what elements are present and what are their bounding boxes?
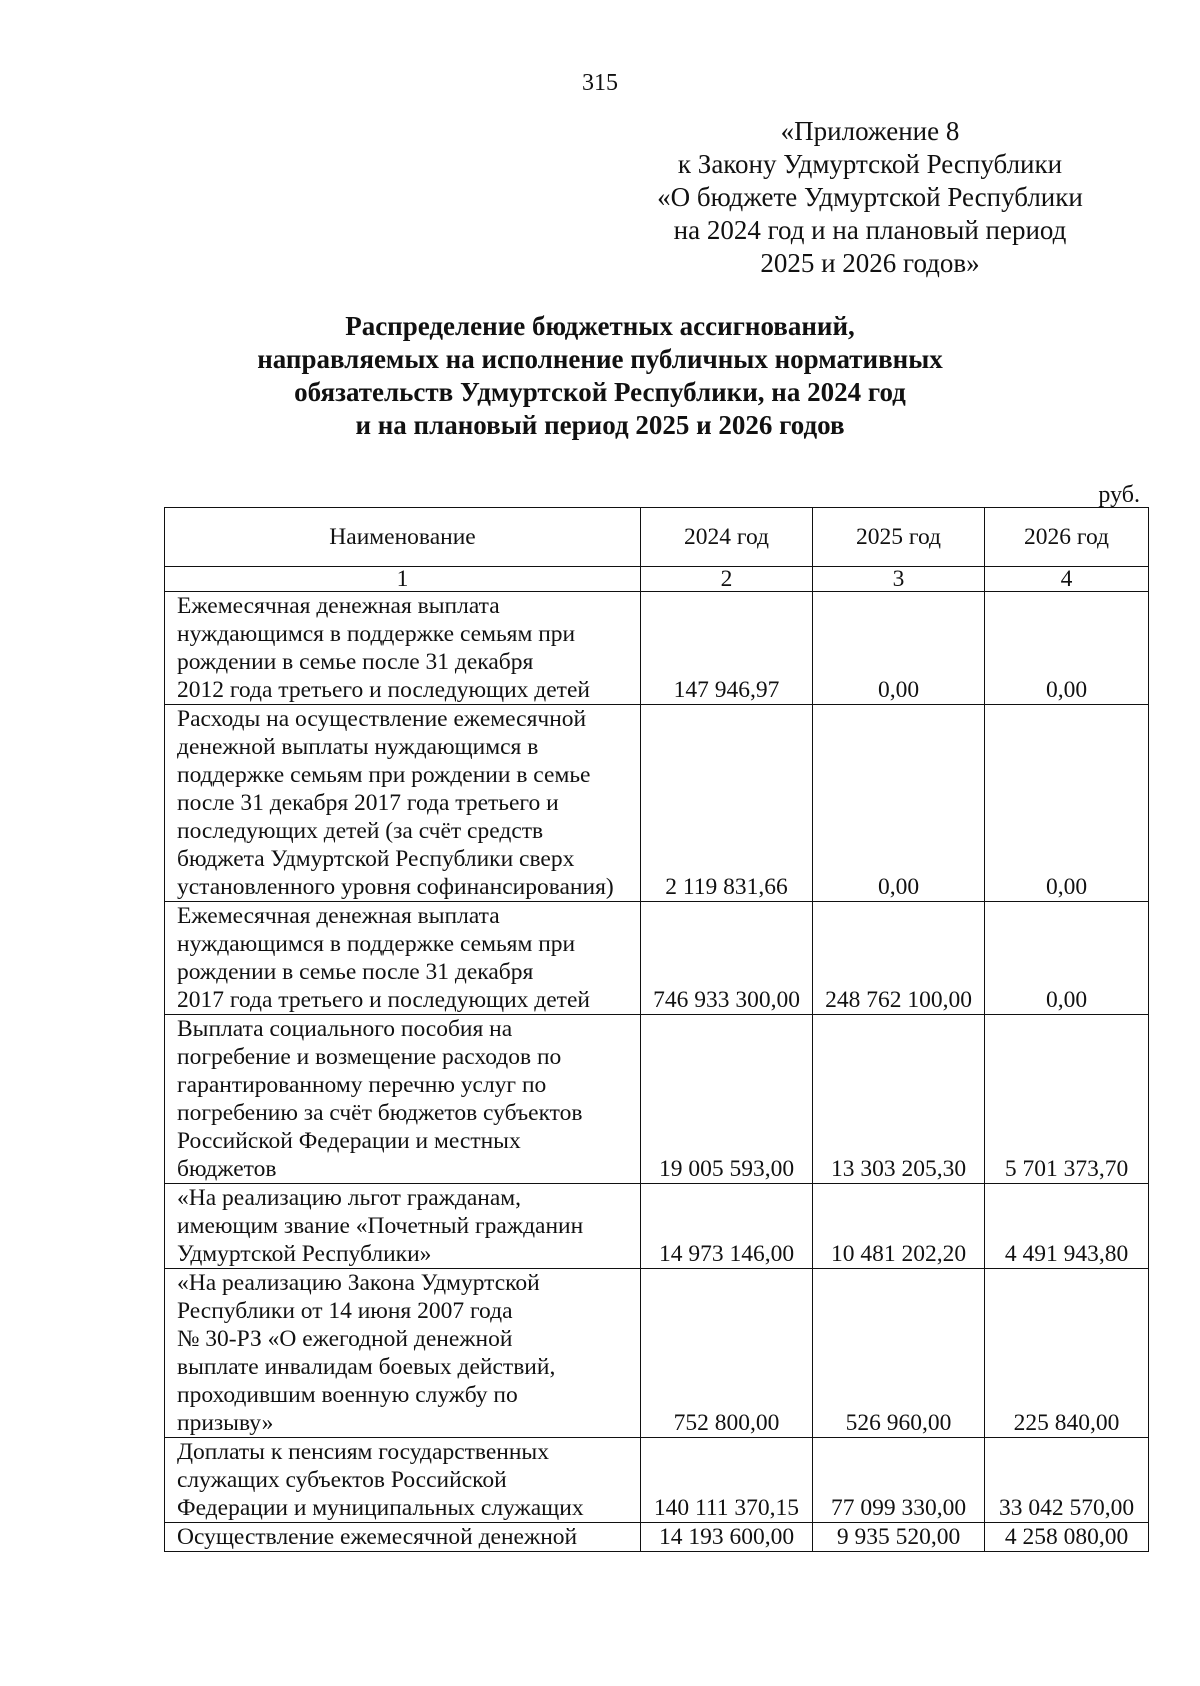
- row-name-line: нуждающимся в поддержке семьям при: [177, 621, 576, 647]
- header-name: Наименование: [165, 508, 641, 567]
- row-name-line: Удмуртской Республики»: [177, 1241, 432, 1267]
- row-name: [165, 1015, 641, 1184]
- row-name-line: Федерации и муниципальных служащих: [177, 1495, 584, 1521]
- row-name: [165, 902, 641, 1015]
- row-name-line: установленного уровня софинансирования): [177, 874, 614, 900]
- document-title: [160, 310, 1040, 442]
- value-2025: 10 481 202,20: [813, 1184, 985, 1269]
- row-name-line: Российской Федерации и местных: [177, 1128, 521, 1154]
- appendix-line: к Закону Удмуртской Республики: [677, 149, 1063, 179]
- value-2026: 33 042 570,00: [985, 1438, 1149, 1523]
- row-name-line: бюджетов: [177, 1156, 277, 1182]
- row-name-line: погребению за счёт бюджетов субъектов: [177, 1100, 583, 1126]
- row-name-line: проходившим военную службу по: [177, 1382, 518, 1408]
- appendix-header: [600, 115, 1140, 280]
- column-number-row: [165, 567, 1149, 592]
- value-2025: 9 935 520,00: [813, 1523, 985, 1552]
- row-name: [165, 592, 641, 705]
- title-line: направляемых на исполнение публичных нормативных: [257, 344, 943, 374]
- value-2026: 225 840,00: [985, 1269, 1149, 1438]
- appendix-line: «Приложение 8: [780, 116, 960, 146]
- column-number: 2: [641, 567, 813, 592]
- row-name-line: рождении в семье после 31 декабря: [177, 959, 534, 985]
- row-name-line: 2012 года третьего и последующих детей: [177, 677, 590, 703]
- row-name-line: гарантированному перечню услуг по: [177, 1072, 547, 1098]
- page-number: 315: [582, 70, 618, 96]
- row-name: [165, 1438, 641, 1523]
- value-2024: 2 119 831,66: [641, 705, 813, 902]
- currency-unit: руб.: [1098, 482, 1140, 508]
- header-2024: 2024 год: [641, 508, 813, 567]
- row-name-line: нуждающимся в поддержке семьям при: [177, 931, 576, 957]
- row-name: [165, 705, 641, 902]
- value-2026: 0,00: [985, 902, 1149, 1015]
- row-name-line: последующих детей (за счёт средств: [177, 818, 544, 844]
- table-row: [165, 1184, 1149, 1269]
- appendix-line: 2025 и 2026 годов»: [760, 248, 980, 278]
- value-2024: 752 800,00: [641, 1269, 813, 1438]
- row-name-line: имеющим звание «Почетный гражданин: [177, 1213, 584, 1239]
- row-name-line: Ежемесячная денежная выплата: [177, 593, 500, 619]
- table-row: [165, 592, 1149, 705]
- value-2024: 14 193 600,00: [641, 1523, 813, 1552]
- header-2026: 2026 год: [985, 508, 1149, 567]
- row-name-line: поддержке семьям при рождении в семье: [177, 762, 591, 788]
- row-name-line: призыву»: [177, 1410, 274, 1436]
- value-2025: 526 960,00: [813, 1269, 985, 1438]
- value-2024: 14 973 146,00: [641, 1184, 813, 1269]
- value-2025: 248 762 100,00: [813, 902, 985, 1015]
- value-2026: 0,00: [985, 592, 1149, 705]
- row-name-line: выплате инвалидам боевых действий,: [177, 1354, 556, 1380]
- row-name-line: Доплаты к пенсиям государственных: [177, 1439, 549, 1465]
- appendix-line: «О бюджете Удмуртской Республики: [657, 182, 1083, 212]
- row-name: [165, 1184, 641, 1269]
- row-name-line: Осуществление ежемесячной денежной: [177, 1524, 578, 1550]
- value-2024: 746 933 300,00: [641, 902, 813, 1015]
- column-number: 4: [985, 567, 1149, 592]
- row-name-line: бюджета Удмуртской Республики сверх: [177, 846, 575, 872]
- row-name-line: Выплата социального пособия на: [177, 1016, 513, 1042]
- row-name-line: служащих субъектов Российской: [177, 1467, 507, 1493]
- table-header-row: [165, 508, 1149, 567]
- appendix-line: на 2024 год и на плановый период: [673, 215, 1067, 245]
- table-row: [165, 1438, 1149, 1523]
- table-row: [165, 1269, 1149, 1438]
- row-name-line: после 31 декабря 2017 года третьего и: [177, 790, 559, 816]
- row-name-line: Республики от 14 июня 2007 года: [177, 1298, 513, 1324]
- row-name-line: «На реализацию Закона Удмуртской: [177, 1270, 540, 1296]
- table-row: [165, 1523, 1149, 1552]
- value-2025: 77 099 330,00: [813, 1438, 985, 1523]
- value-2025: 0,00: [813, 592, 985, 705]
- table-row: [165, 1015, 1149, 1184]
- column-number: 3: [813, 567, 985, 592]
- column-number: 1: [165, 567, 641, 592]
- value-2026: 5 701 373,70: [985, 1015, 1149, 1184]
- title-line: обязательств Удмуртской Республики, на 2024 год: [294, 377, 906, 407]
- row-name: [165, 1523, 641, 1552]
- title-line: и на плановый период 2025 и 2026 годов: [355, 410, 845, 440]
- row-name-line: погребение и возмещение расходов по: [177, 1044, 562, 1070]
- value-2024: 140 111 370,15: [641, 1438, 813, 1523]
- table-row: [165, 705, 1149, 902]
- row-name-line: 2017 года третьего и последующих детей: [177, 987, 590, 1013]
- row-name-line: Ежемесячная денежная выплата: [177, 903, 500, 929]
- value-2024: 19 005 593,00: [641, 1015, 813, 1184]
- value-2026: 0,00: [985, 705, 1149, 902]
- row-name-line: рождении в семье после 31 декабря: [177, 649, 534, 675]
- value-2026: 4 491 943,80: [985, 1184, 1149, 1269]
- row-name-line: денежной выплаты нуждающимся в: [177, 734, 539, 760]
- value-2026: 4 258 080,00: [985, 1523, 1149, 1552]
- table-row: [165, 902, 1149, 1015]
- row-name: [165, 1269, 641, 1438]
- budget-table: [164, 507, 1149, 1552]
- title-line: Распределение бюджетных ассигнований,: [345, 311, 855, 341]
- value-2025: 13 303 205,30: [813, 1015, 985, 1184]
- value-2024: 147 946,97: [641, 592, 813, 705]
- value-2025: 0,00: [813, 705, 985, 902]
- row-name-line: «На реализацию льгот гражданам,: [177, 1185, 522, 1211]
- header-2025: 2025 год: [813, 508, 985, 567]
- row-name-line: № 30-РЗ «О ежегодной денежной: [177, 1326, 513, 1352]
- row-name-line: Расходы на осуществление ежемесячной: [177, 706, 587, 732]
